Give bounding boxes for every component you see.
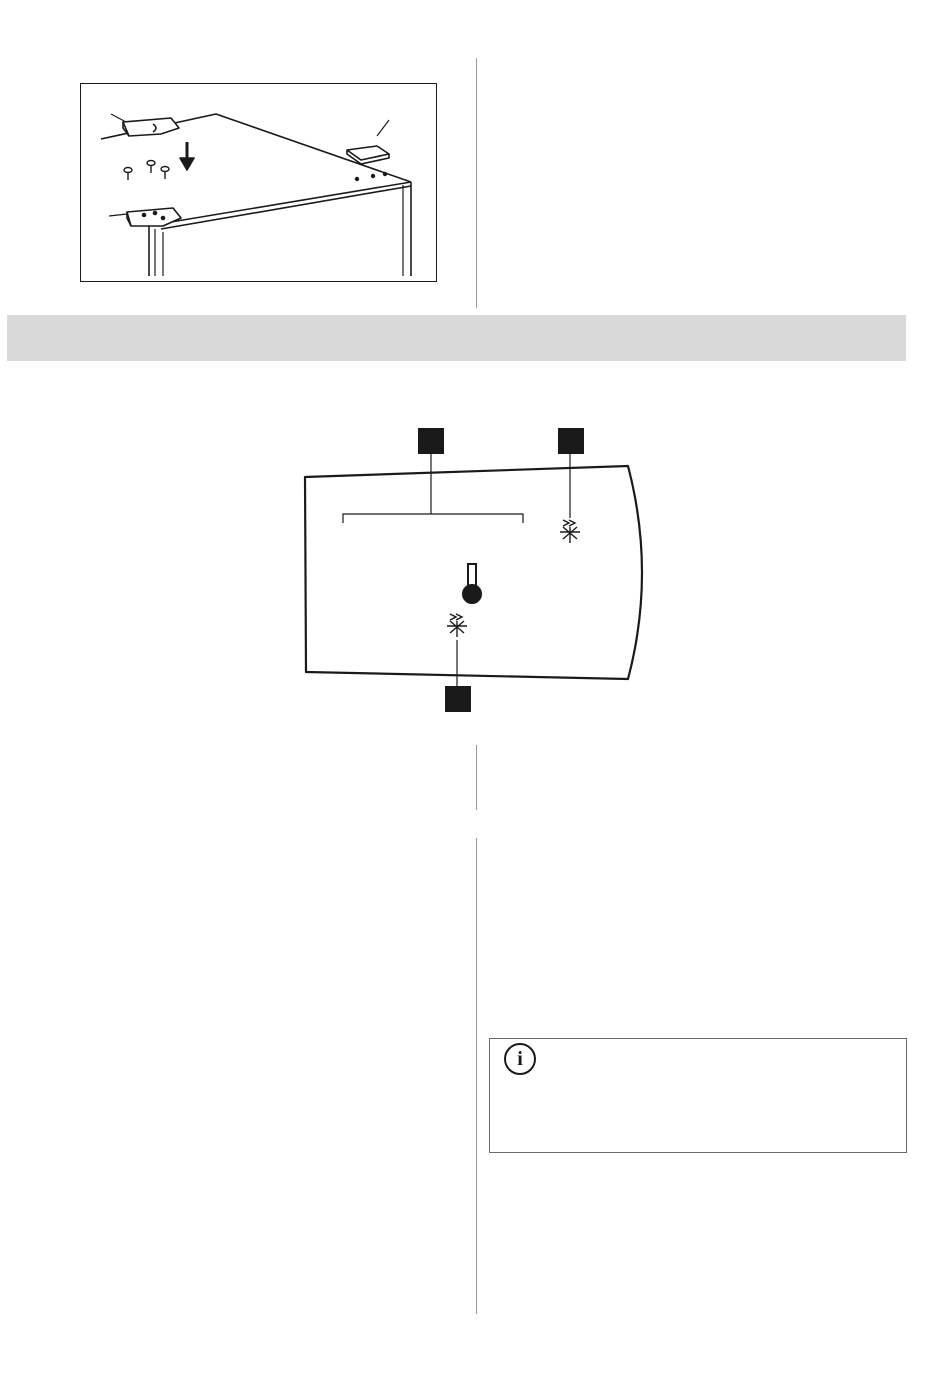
hinge-installation-drawing: [81, 84, 436, 281]
column-divider-top: [476, 58, 477, 308]
callout-marker-1: [418, 428, 444, 454]
fast-freeze-icon: [560, 520, 580, 543]
callout-marker-3: [445, 686, 471, 712]
hinge-installation-figure: [80, 83, 437, 282]
section-heading-band: [7, 315, 906, 361]
info-note-box: [489, 1038, 907, 1153]
column-divider-middle: [476, 745, 477, 810]
control-panel-diagram: [300, 428, 660, 718]
info-icon: i: [504, 1043, 536, 1075]
column-divider-bottom: [476, 838, 477, 1314]
fast-freeze-icon-lower: [447, 614, 467, 637]
thermometer-icon: [463, 564, 481, 603]
callout-marker-2: [558, 428, 584, 454]
control-panel-drawing: [300, 428, 660, 718]
